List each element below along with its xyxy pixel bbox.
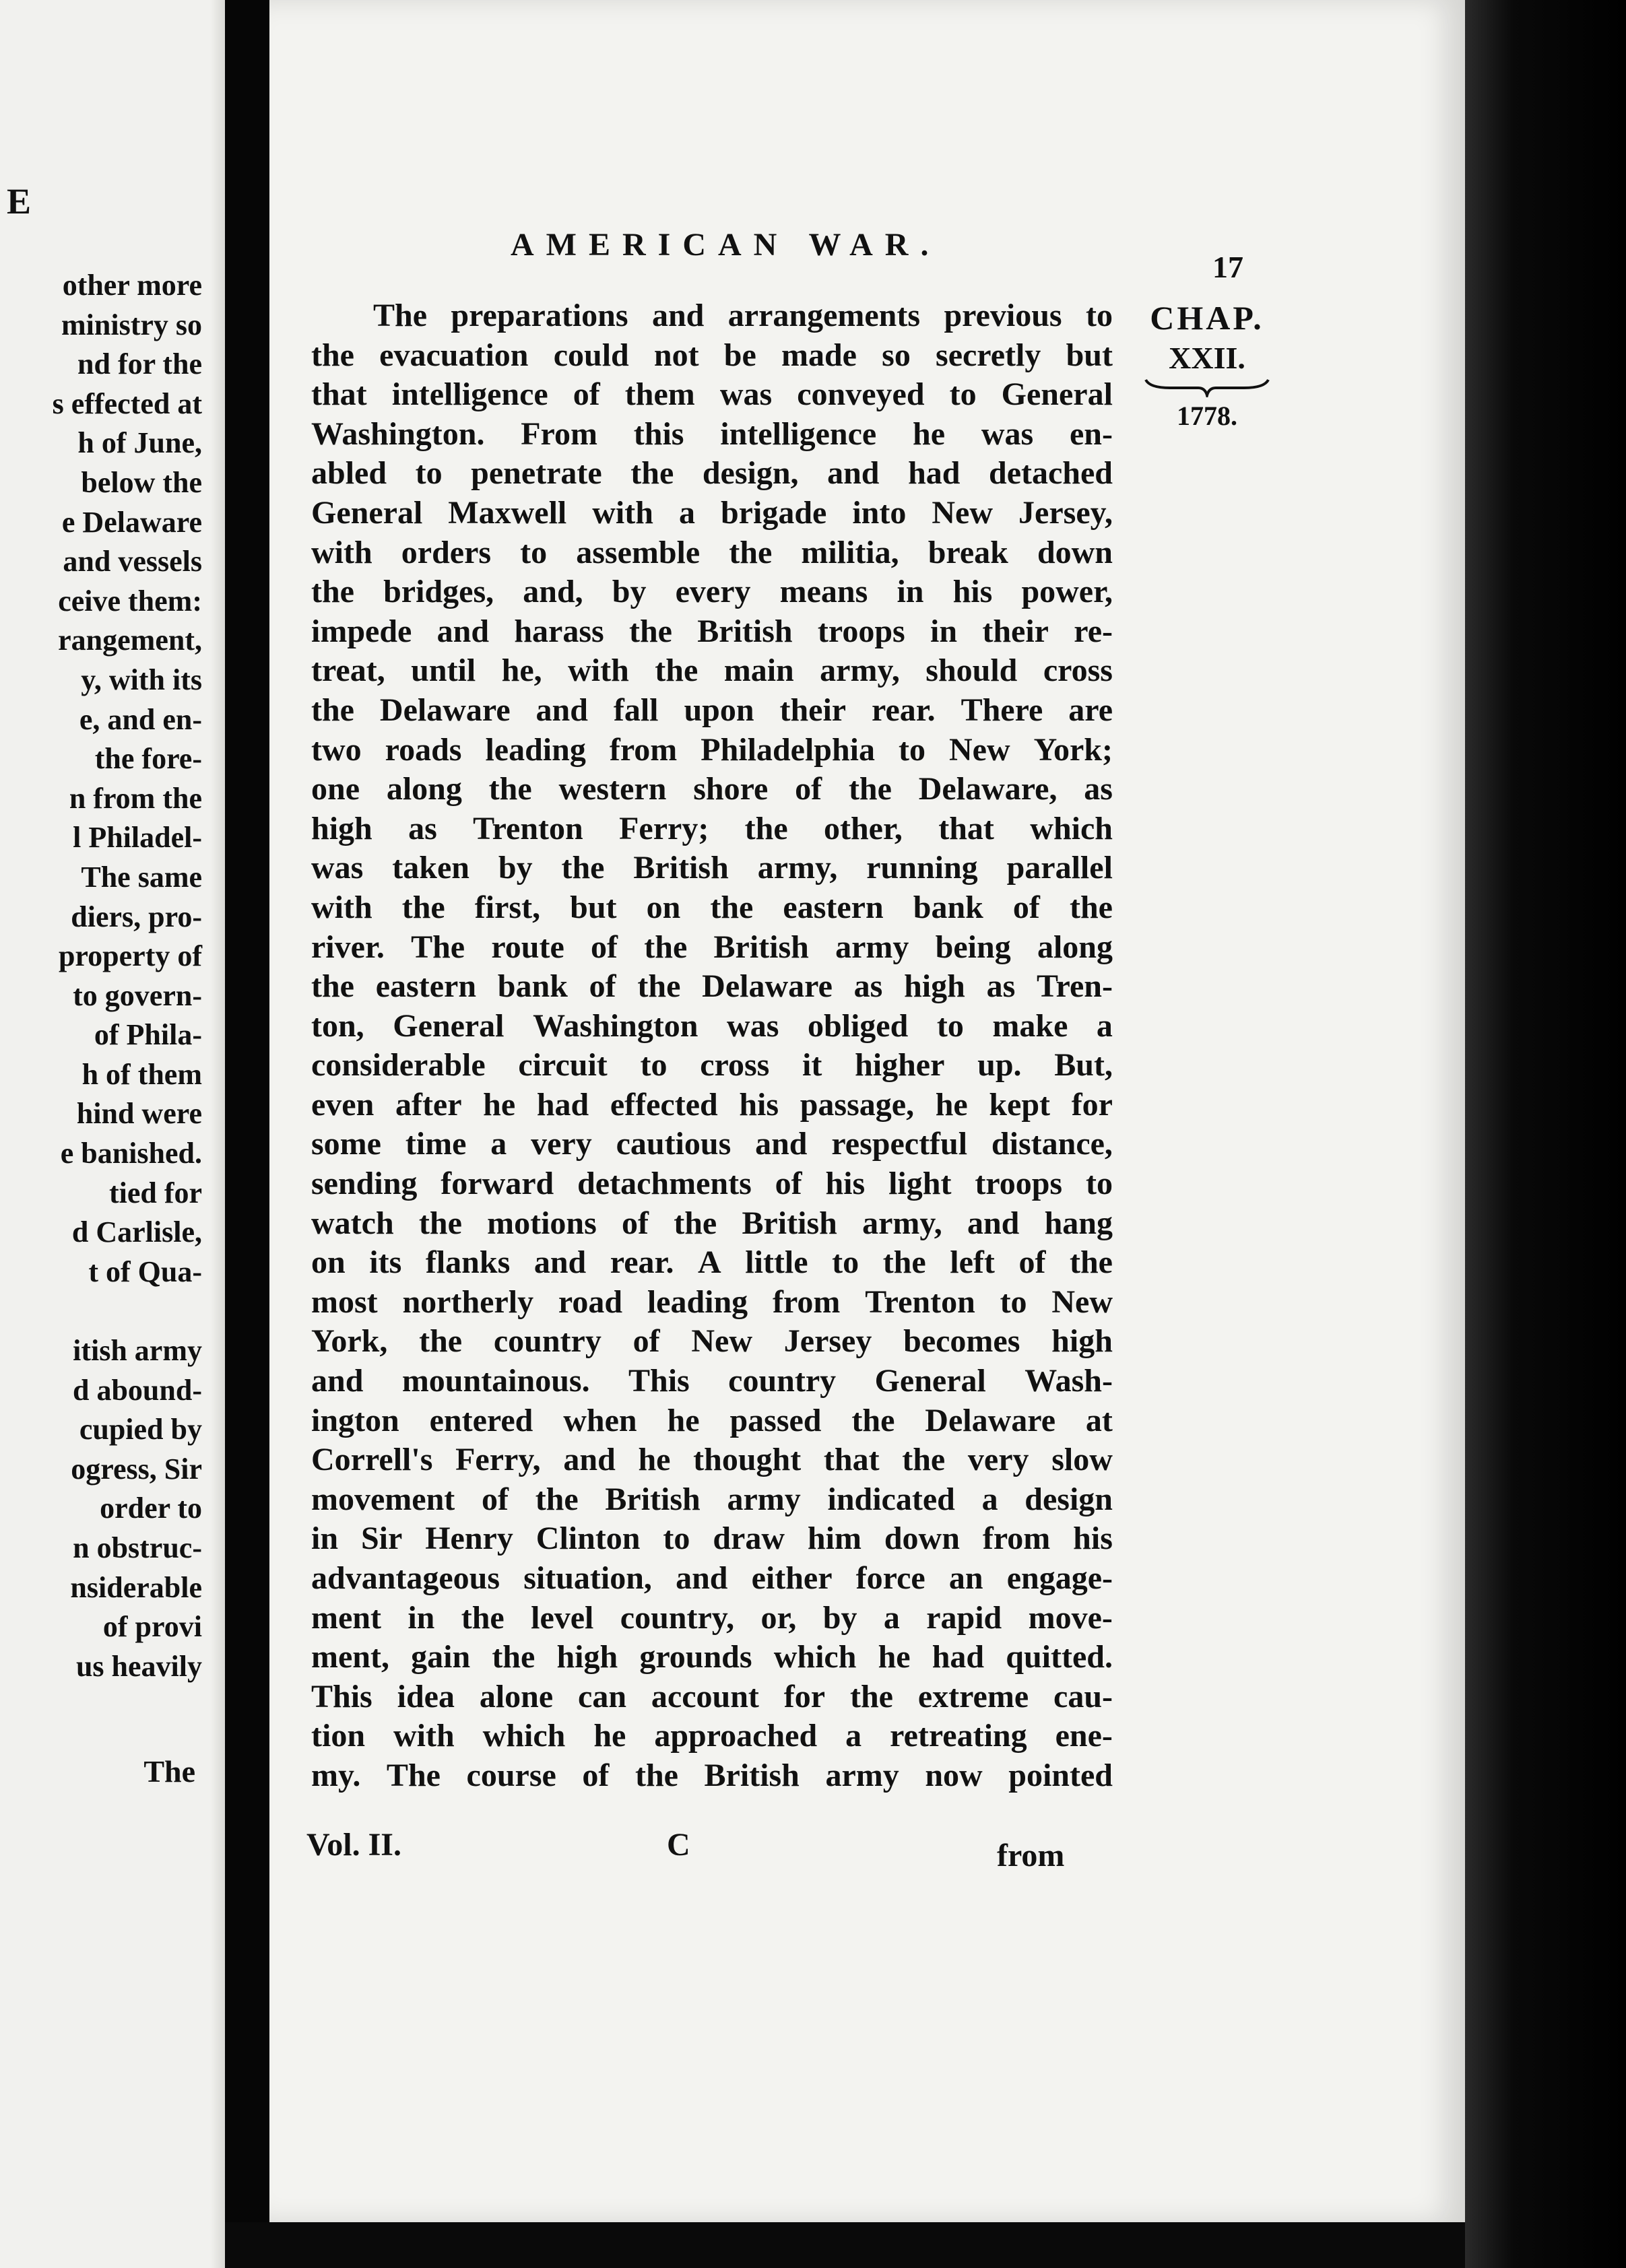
text-line: York, the country of New Jersey becomes high — [311, 1323, 1113, 1360]
chapter-number: XXII. — [1169, 341, 1245, 375]
text-line: considerable circuit to cross it higher up. But, — [311, 1047, 1113, 1083]
text-line: with the first, but on the eastern bank of the — [311, 889, 1113, 925]
text-line: Washington. From this intelligence he was en- — [311, 415, 1113, 452]
left-page-line: the fore- — [94, 742, 202, 776]
text-line: tion with which he approached a retreating ene- — [311, 1718, 1113, 1754]
text-line: the eastern bank of the Delaware as high as Tren- — [311, 968, 1113, 1005]
left-page-line: us heavily — [75, 1649, 202, 1683]
chapter-margin-note — [1140, 296, 1274, 432]
left-page-line: The same — [81, 860, 202, 894]
text-line: movement of the British army indicated a design — [311, 1481, 1113, 1517]
binding-shadow — [210, 0, 225, 2268]
left-page-line: d abound- — [72, 1373, 202, 1407]
text-line: my. The course of the British army now pointed — [311, 1757, 1113, 1793]
left-page-line: nd for the — [77, 347, 202, 381]
volume-label: Vol. II. — [306, 1827, 401, 1863]
left-page-line: cupied by — [79, 1413, 202, 1446]
signature-mark: C — [667, 1827, 690, 1863]
text-line: abled to penetrate the design, and had detached — [311, 455, 1113, 492]
left-page-line: to govern- — [73, 978, 202, 1012]
left-page-line: d Carlisle, — [71, 1215, 202, 1249]
left-page-line: nsiderable — [70, 1570, 202, 1604]
text-line: treat, until he, with the main army, should cross — [311, 653, 1113, 689]
text-line: was taken by the British army, running parallel — [311, 850, 1113, 886]
text-line: and mountainous. This country General Wash- — [311, 1363, 1113, 1399]
left-page-line: ministry so — [61, 308, 202, 341]
left-page-line: ogress, Sir — [71, 1452, 202, 1486]
text-line: that intelligence of them was conveyed to General — [311, 376, 1113, 413]
left-page-line: diers, pro- — [71, 900, 202, 933]
left-page-line: below the — [81, 465, 202, 499]
left-page-line: property of — [58, 939, 202, 973]
text-line: with orders to assemble the militia, break down — [311, 534, 1113, 570]
text-line: This idea alone can account for the extreme cau- — [311, 1678, 1113, 1714]
left-page-line: order to — [100, 1492, 202, 1525]
left-page-line: y, with its — [81, 663, 202, 696]
left-page — [0, 0, 225, 2268]
main-body-text — [311, 296, 1113, 1796]
left-page-line: hind were — [76, 1097, 202, 1131]
left-page-line: and vessels — [63, 545, 202, 578]
left-page-corner-letter: E — [7, 181, 32, 222]
page-number: 17 — [1212, 250, 1243, 284]
text-line: watch the motions of the British army, and hang — [311, 1205, 1113, 1241]
left-page-line: n from the — [69, 781, 202, 815]
left-page-line: of Phila- — [94, 1018, 202, 1052]
left-page-line: rangement, — [58, 624, 202, 657]
text-line: two roads leading from Philadelphia to New York; — [311, 731, 1113, 768]
text-line: most northerly road leading from Trenton to New — [311, 1283, 1113, 1320]
text-line: ington entered when he passed the Delaware at — [311, 1402, 1113, 1438]
left-page-line: l Philadel- — [73, 821, 202, 855]
text-line: on its flanks and rear. A little to the left of the — [311, 1244, 1113, 1281]
text-line: The preparations and arrangements previous to — [373, 298, 1113, 333]
left-page-catchword: The — [143, 1754, 195, 1789]
text-line: one along the western shore of the Delaware, as — [311, 771, 1113, 807]
left-page-line: n obstruc- — [73, 1531, 202, 1564]
left-page-line: ceive them: — [58, 584, 202, 618]
left-page-line: itish army — [73, 1334, 202, 1368]
text-line: General Maxwell with a brigade into New Jersey, — [311, 494, 1113, 531]
text-line: high as Trenton Ferry; the other, that which — [311, 810, 1113, 846]
left-page-text — [0, 266, 202, 1686]
left-page-line: other more — [62, 269, 202, 302]
text-line: impede and harass the British troops in their re- — [311, 613, 1113, 649]
left-page-line: h of them — [82, 1057, 202, 1091]
text-line: some time a very cautious and respectful distance, — [311, 1126, 1113, 1162]
bottom-shadow — [225, 2222, 1465, 2268]
left-page-line: h of June, — [77, 426, 202, 460]
left-page-line: e Delaware — [61, 505, 202, 539]
left-page-line: e banished. — [60, 1137, 202, 1170]
text-line: ton, General Washington was obliged to make a — [311, 1007, 1113, 1044]
text-line: river. The route of the British army being along — [311, 929, 1113, 965]
left-page-line: tied for — [108, 1176, 202, 1209]
text-line: the Delaware and fall upon their rear. There are — [311, 692, 1113, 728]
left-page-line — [0, 1292, 202, 1331]
text-line: in Sir Henry Clinton to draw him down from his — [311, 1521, 1113, 1557]
text-line: ment in the level country, or, by a rapid move- — [311, 1599, 1113, 1636]
left-page-line: s effected at — [52, 387, 202, 420]
curly-brace-icon — [1143, 377, 1271, 397]
text-line: ment, gain the high grounds which he had quitted. — [311, 1639, 1113, 1675]
text-line: even after he had effected his passage, he kept for — [311, 1086, 1113, 1123]
margin-year: 1778. — [1177, 401, 1237, 431]
text-line: the evacuation could not be made so secretly but — [311, 337, 1113, 373]
chapter-label: CHAP. — [1150, 299, 1264, 337]
left-page-line: e, and en- — [79, 702, 202, 736]
gutter — [225, 0, 269, 2268]
left-page-line: t of Qua- — [88, 1255, 202, 1288]
page-edge-shadow — [1465, 0, 1626, 2268]
text-line: the bridges, and, by every means in his power, — [311, 574, 1113, 610]
catchword: from — [997, 1838, 1065, 1873]
text-line: advantageous situation, and either force an engage- — [311, 1560, 1113, 1596]
text-line: Correll's Ferry, and he thought that the very slow — [311, 1442, 1113, 1478]
text-line: sending forward detachments of his light troops to — [311, 1166, 1113, 1202]
left-page-line: of provi — [102, 1610, 202, 1644]
running-title: AMERICAN WAR. — [511, 227, 941, 263]
